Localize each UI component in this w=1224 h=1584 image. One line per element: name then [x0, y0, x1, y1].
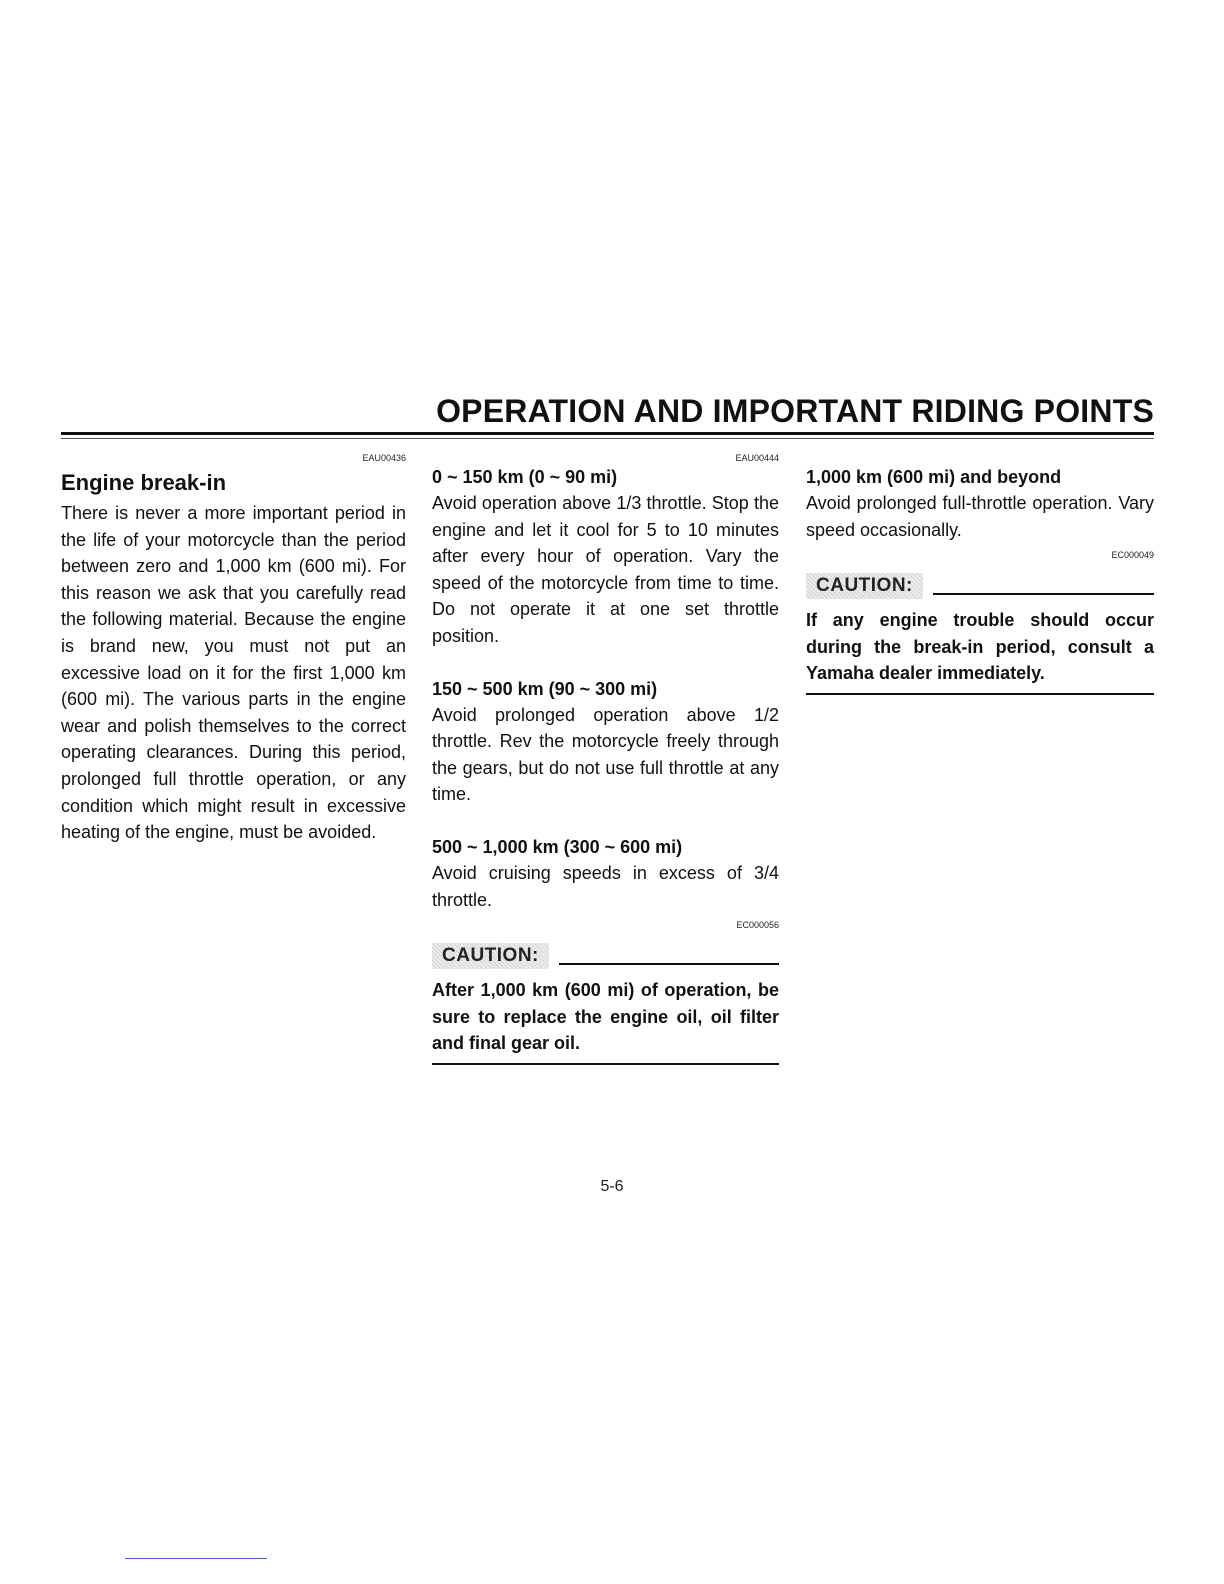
footer-rule	[125, 1558, 267, 1559]
stage-title-500-1000: 500 ~ 1,000 km (300 ~ 600 mi)	[432, 836, 683, 857]
stage-title-0-150: 0 ~ 150 km (0 ~ 90 mi)	[432, 467, 618, 487]
caution-text: After 1,000 km (600 mi) of operation, be sure to replace the engine oil, oil filter and final gear oil.	[432, 977, 779, 1065]
column-beyond-1000	[806, 452, 1154, 695]
header-rule-thin	[61, 438, 1154, 439]
caution-header	[432, 937, 779, 969]
caution-label: CAUTION:	[432, 943, 549, 969]
caution-rule	[559, 963, 779, 965]
reference-code: EAU00444	[735, 453, 779, 463]
reference-code-spacer	[806, 452, 1154, 464]
section-body: There is never a more important period in the life of your motorcycle than the period between zero and 1,000 km (600 mi). For this reason we ask that you carefully read the following material. Because the engine is brand new, you must not put an excessive load on it for the first 1,000 km (600 mi). The various parts in the engine wear and polish themselves to the correct operating clearances. During this period, prolonged full throttle operation, or any condition which might result in excessive heating of the engine, must be avoided.	[61, 503, 406, 843]
caution-code: EC000056	[736, 920, 779, 931]
caution-text: If any engine trouble should occur during the break-in period, consult a Yamaha dealer immediately.	[806, 607, 1154, 695]
header-rule-thick	[61, 432, 1154, 435]
reference-code: EAU00436	[362, 453, 406, 463]
section-title: Engine break-in	[61, 470, 227, 495]
column-engine-break-in	[61, 452, 406, 846]
stage-body-beyond-1000: Avoid prolonged full-throttle operation. Vary speed occasionally.	[806, 493, 1154, 540]
stage-title-150-500: 150 ~ 500 km (90 ~ 300 mi)	[432, 678, 658, 699]
page-header-title: OPERATION AND IMPORTANT RIDING POINTS	[436, 393, 1154, 429]
page-number: 5-6	[600, 1178, 624, 1195]
caution-code: EC000049	[1111, 550, 1154, 561]
caution-rule	[933, 593, 1154, 595]
column-break-in-stages	[432, 452, 779, 1065]
stage-title-beyond-1000: 1,000 km (600 mi) and beyond	[806, 467, 1062, 487]
stage-body-150-500: Avoid prolonged operation above 1/2 throttle. Rev the motorcycle freely through the gears, but do not use full throttle at any time.	[432, 704, 779, 805]
stage-body-0-150: Avoid operation above 1/3 throttle. Stop the engine and let it cool for 5 to 10 minutes after every hour of operation. Vary the speed of the motorcycle from time to time. Do not operate it at one set throttle position.	[432, 493, 779, 646]
caution-label: CAUTION:	[806, 573, 923, 599]
caution-header	[806, 567, 1154, 599]
stage-body-500-1000: Avoid cruising speeds in excess of 3/4 throttle.	[432, 862, 779, 910]
